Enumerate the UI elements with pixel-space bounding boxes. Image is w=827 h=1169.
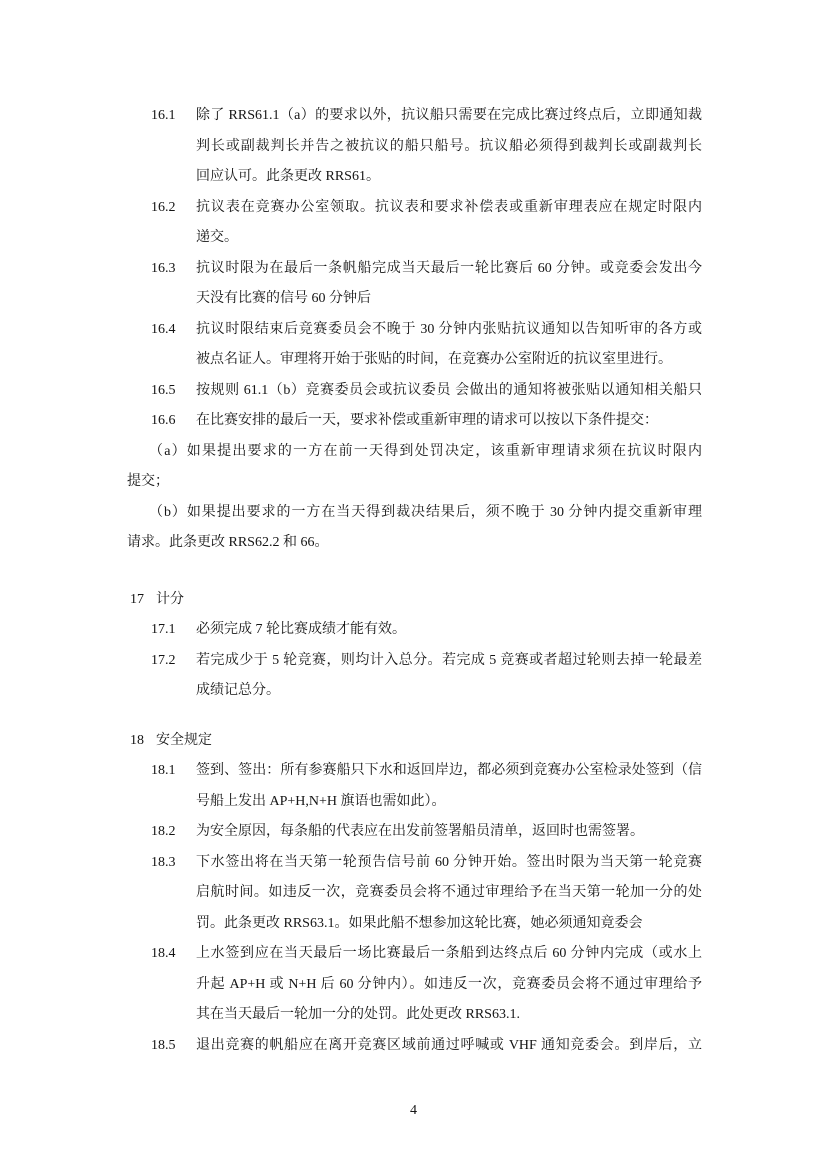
clause-text-line: 号船上发出 AP+H,N+H 旗语也需如此）。 <box>196 793 446 809</box>
clause-number: 16.6 <box>151 413 176 428</box>
clause-number: 16.1 <box>151 108 176 123</box>
clause-number: 16.3 <box>151 260 176 276</box>
clause-text-line: 抗议时限为在最后一条帆船完成当天最后一轮比赛后 60 分钟。或竞委会发出今 <box>196 260 702 276</box>
clause-text-line: 抗议表在竞赛办公室领取。抗议表和要求补偿表或重新审理表应在规定时限内 <box>196 199 702 215</box>
clause-number: 16.2 <box>151 199 176 215</box>
clause-item <box>127 756 702 817</box>
clause-number: 17.1 <box>151 622 176 637</box>
clause-text-line: 必须完成 7 轮比赛成绩才能有效。 <box>196 622 406 637</box>
section-number: 17 <box>130 591 144 607</box>
clause-text-line: 升起 AP+H 或 N+H 后 60 分钟内）。如违反一次，竞赛委员会将不通过审理给予 <box>196 976 702 992</box>
clause-text-line: 天没有比赛的信号 60 分钟后 <box>196 291 371 306</box>
clause-number: 18.3 <box>151 854 176 870</box>
clause-number: 16.4 <box>151 321 176 337</box>
clause-item <box>127 646 702 707</box>
clause-item <box>127 193 702 254</box>
clause-number: 18.1 <box>151 763 176 778</box>
clause-text-line: 其在当天最后一轮加一分的处罚。此处更改 RRS63.1. <box>196 1007 520 1022</box>
clause-text-line: 除了 RRS61.1（a）的要求以外，抗议船只需要在完成比赛过终点后，立即通知裁 <box>196 108 702 123</box>
clause-text-line: 罚。此条更改 RRS63.1。如果此船不想参加这轮比赛，她必须通知竟委会 <box>196 915 643 931</box>
clause-text-line: 成绩记总分。 <box>196 683 280 698</box>
clause-number: 16.5 <box>151 382 176 398</box>
paragraph-text-line: （b）如果提出要求的一方在当天得到裁决结果后，须不晚于 30 分钟内提交重新审理 <box>149 504 702 520</box>
clause-text-line: 递交。 <box>196 230 238 245</box>
paragraph-text-line: 提交； <box>127 474 169 489</box>
clause-item <box>127 817 702 848</box>
section-title: 安全规定 <box>156 732 212 748</box>
clause-item <box>127 315 702 376</box>
clause-text-line: 按规则 61.1（b）竞赛委员会或抗议委员 会做出的通知将被张贴以通知相关船只 <box>196 382 702 398</box>
clause-text-line: 启航时间。如违反一次，竞赛委员会将不通过审理给予在当天第一轮加一分的处 <box>196 885 702 900</box>
clause-text-line: 退出竞赛的帆船应在离开竞赛区域前通过呼喊或 VHF 通知竞委会。到岸后，立 <box>196 1037 702 1053</box>
clause-text-line: 被点名证人。审理将开始于张贴的时间，在竞赛办公室附近的抗议室里进行。 <box>196 352 672 367</box>
clause-item <box>127 254 702 315</box>
clause-text-line: 签到、签出：所有参赛船只下水和返回岸边，都必须到竞赛办公室检录处签到（信 <box>196 763 702 778</box>
clause-text-line: 为安全原因，每条船的代表应在出发前签署船员清单，返回时也需签署。 <box>196 824 644 839</box>
section-heading <box>127 726 702 757</box>
paragraph-text-line: 请求。此条更改 RRS62.2 和 66。 <box>127 535 329 550</box>
clause-text-line: 回应认可。此条更改 RRS61。 <box>196 169 380 184</box>
paragraph-text-line: （a）如果提出要求的一方在前一天得到处罚决定，该重新审理请求须在抗议时限内 <box>149 443 702 459</box>
clause-number: 18.4 <box>151 946 176 961</box>
clause-item <box>127 848 702 940</box>
clause-item <box>127 1031 702 1062</box>
clause-number: 17.2 <box>151 652 176 668</box>
clause-text-line: 下水签出将在当天第一轮预告信号前 60 分钟开始。签出时限为当天第一轮竞赛 <box>196 854 702 870</box>
clause-number: 18.2 <box>151 824 176 839</box>
clause-item <box>127 406 702 437</box>
lettered-paragraph <box>127 498 702 559</box>
clause-item <box>127 615 702 646</box>
page-number: 4 <box>410 1103 417 1118</box>
section-title: 计分 <box>156 591 184 607</box>
clause-text-line: 在比赛安排的最后一天，要求补偿或重新审理的请求可以按以下条件提交： <box>196 413 658 428</box>
clause-text-line: 若完成少于 5 轮竞赛，则均计入总分。若完成 5 竞赛或者超过轮则去掉一轮最差 <box>196 652 702 668</box>
section-heading <box>127 585 702 616</box>
clause-item <box>127 939 702 1031</box>
section-number: 18 <box>130 732 144 748</box>
clause-text-line: 抗议时限结束后竞赛委员会不晚于 30 分钟内张贴抗议通知以告知听审的各方或 <box>196 321 702 337</box>
clause-text-line: 上水签到应在当天最后一场比赛最后一条船到达终点后 60 分钟内完成（或水上 <box>196 946 702 961</box>
clause-item <box>127 376 702 407</box>
lettered-paragraph <box>127 437 702 498</box>
clause-item <box>127 101 702 193</box>
clause-text-line: 判长或副裁判长并告之被抗议的船只船号。抗议船必须得到裁判长或副裁判长 <box>196 138 702 154</box>
clause-number: 18.5 <box>151 1037 176 1053</box>
document-content <box>127 101 702 1061</box>
